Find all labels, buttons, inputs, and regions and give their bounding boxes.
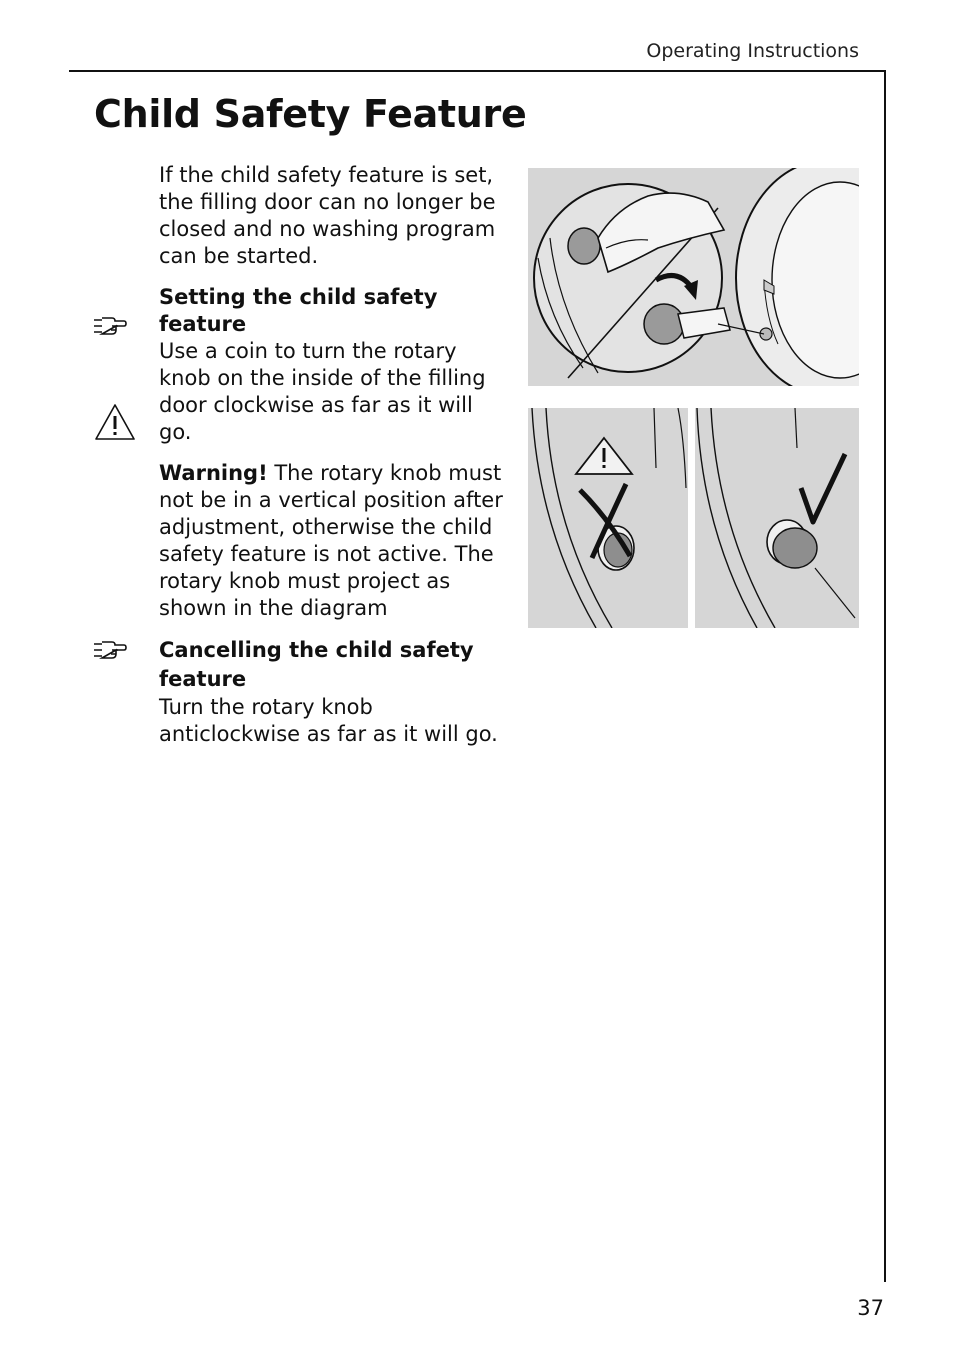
body-text [159, 162, 504, 762]
figure-incorrect-position [528, 408, 688, 628]
pointing-hand-icon [92, 638, 128, 662]
cancelling-heading: Cancelling the child safety feature [159, 638, 474, 691]
figure-turning-knob [528, 168, 859, 386]
warning-label: Warning! [159, 461, 268, 485]
cancelling-step: Turn the rotary knob anticlockwise as far as it will go. [159, 695, 498, 746]
figure-correct-position [695, 408, 859, 628]
intro-paragraph: If the child safety feature is set, the filling door can no longer be closed and no washing program can be started. [159, 163, 496, 268]
page-title: Child Safety Feature [94, 92, 527, 136]
pointing-hand-icon [92, 314, 128, 338]
warning-paragraph [159, 460, 504, 622]
page-number: 37 [857, 1296, 884, 1320]
setting-heading: Setting the child safety feature [159, 285, 438, 336]
warning-text: The rotary knob must not be in a vertical position after adjustment, otherwise the child safety feature is not active. The rotary knob must project as shown in the diagram [159, 461, 503, 620]
warning-triangle-icon [93, 402, 137, 442]
setting-step: Use a coin to turn the rotary knob on the inside of the filling door clockwise as far as it will go. [159, 339, 486, 444]
margin-rule [884, 70, 886, 1282]
header-rule [69, 70, 886, 72]
running-header: Operating Instructions [646, 40, 859, 62]
